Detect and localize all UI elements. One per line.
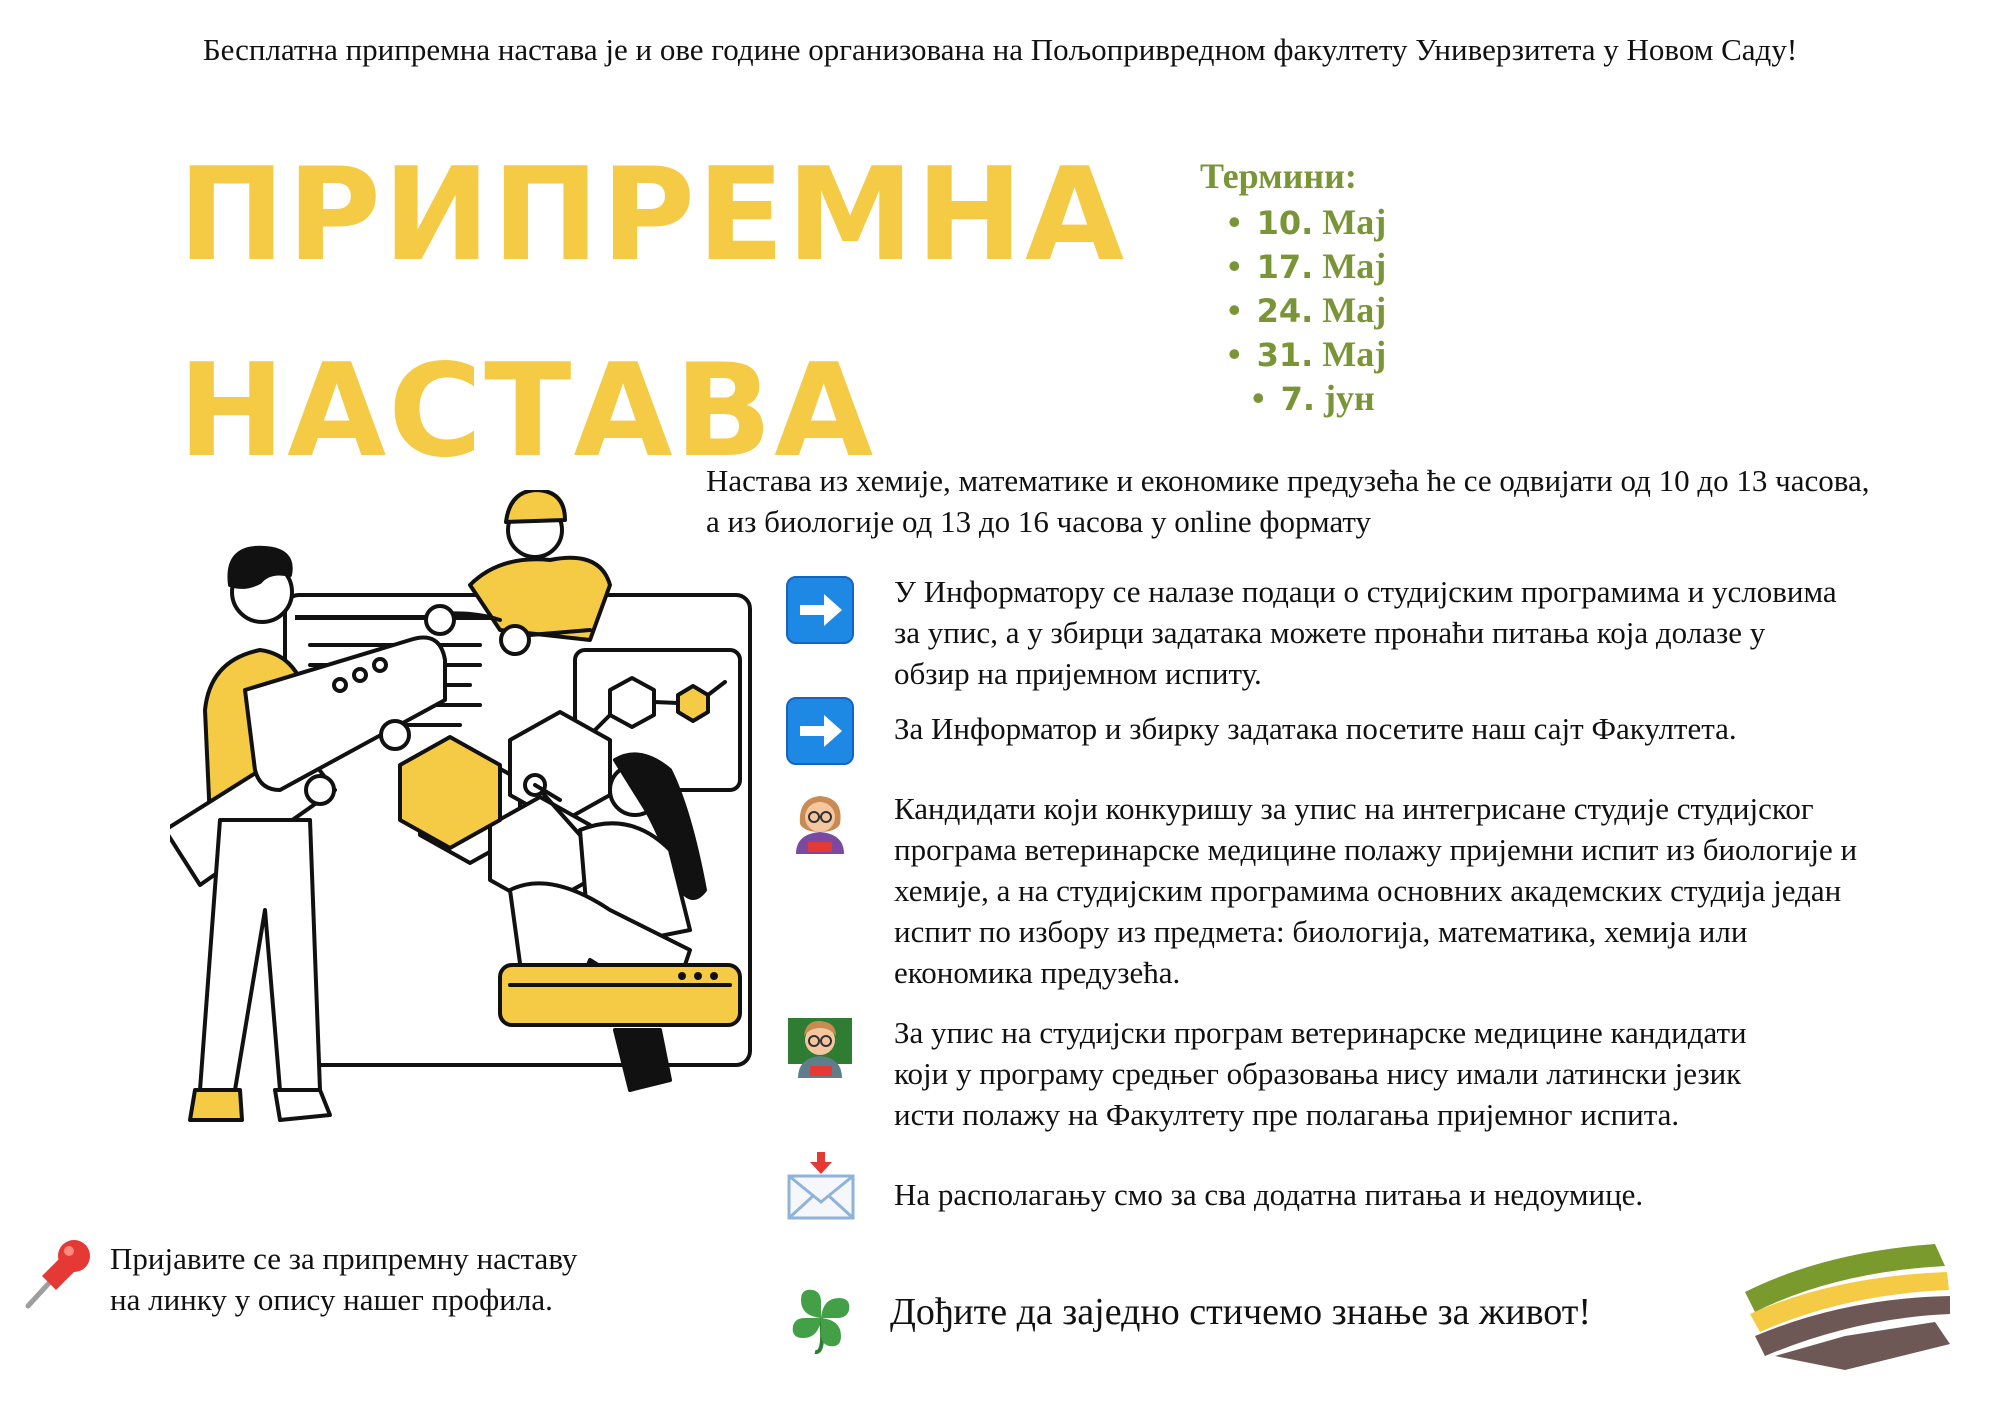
info-line: исти полажу на Факултету пре полагања пријемног испита. [894,1097,1680,1132]
schedule-line-1: Настава из хемије, математике и економике предузећа ће се одвијати од 10 до 13 часова, [706,463,1870,498]
term-item [1228,201,1386,245]
term-month: Мај [1322,202,1387,242]
teacher-icon [786,1012,854,1080]
headline-line-1: ПРИПРЕМНА [178,141,1126,290]
info-line: На располагању смо за сва додатна питања и недоумице. [894,1177,1644,1212]
info-line: За Информатор и збирку задатака посетите наш сајт Факултета. [894,711,1737,746]
info-line: који у програму средњег образовања нису имали латински језик [894,1056,1742,1091]
info-item-entrance-exam [894,788,1954,993]
term-day: 10. [1256,204,1314,242]
schedule-line-2: а из биологије од 13 до 16 часова у online формату [706,504,1372,539]
info-line: За упис на студијски програм ветеринарске медицине кандидати [894,1015,1747,1050]
intro-text: Бесплатна припремна настава је и ове године организована на Пољопривредном факултету Универзитета у Новом Саду! [202,32,1798,67]
term-month: Мај [1322,246,1387,286]
term-month: Мај [1322,290,1387,330]
info-line: Кандидати који конкуришу за упис на интегрисане студије студијског [894,791,1814,826]
term-day: 24. [1256,292,1314,330]
headline-line-2: НАСТАВА [178,337,876,486]
info-item-contact [894,1174,1954,1215]
pushpin-icon [20,1236,96,1312]
schedule-text [706,460,1986,542]
headline [178,118,1126,510]
info-item-website [894,708,1954,749]
info-line: У Информатору се налазе подаци о студијским програмима и условима [894,574,1837,609]
term-item [1228,245,1386,289]
info-line: хемије, а на студијским програмима основних академских студија један [894,873,1842,908]
terms-list [1200,155,1386,421]
right-arrow-icon [786,576,854,644]
info-item-latin [894,1012,1954,1135]
teacher-icon [786,790,854,858]
right-arrow-icon [786,697,854,765]
slogan: Дођите да заједно стичемо знање за живот! [890,1291,1592,1333]
term-item [1228,289,1386,333]
info-line: за упис, а у збирци задатака можете пронаћи питања која долазе у [894,615,1766,650]
info-line: обзир на пријемном испиту. [894,656,1262,691]
terms-title: Термини: [1200,156,1357,196]
study-group-illustration [170,490,760,1170]
four-leaf-clover-icon [785,1282,857,1354]
term-month: јун [1324,378,1375,418]
term-day: 31. [1256,336,1314,374]
envelope-icon [786,1150,856,1222]
register-text [110,1238,577,1320]
info-line: испит по избору из предмета: биологија, математика, хемија или [894,914,1748,949]
info-item-informator [894,571,1954,694]
register-line-1: Пријавите се за припремну наставу [110,1241,578,1276]
term-day: 7. [1280,380,1316,418]
info-line: економика предузећа. [894,955,1181,990]
term-month: Мај [1322,334,1387,374]
term-item [1228,333,1386,377]
register-line-2: на линку у опису нашег профила. [110,1282,553,1317]
faculty-logo [1735,1232,1955,1372]
info-line: програма ветеринарске медицине полажу пријемни испит из биологије и [894,832,1858,867]
term-day: 17. [1256,248,1314,286]
term-item [1228,377,1386,421]
